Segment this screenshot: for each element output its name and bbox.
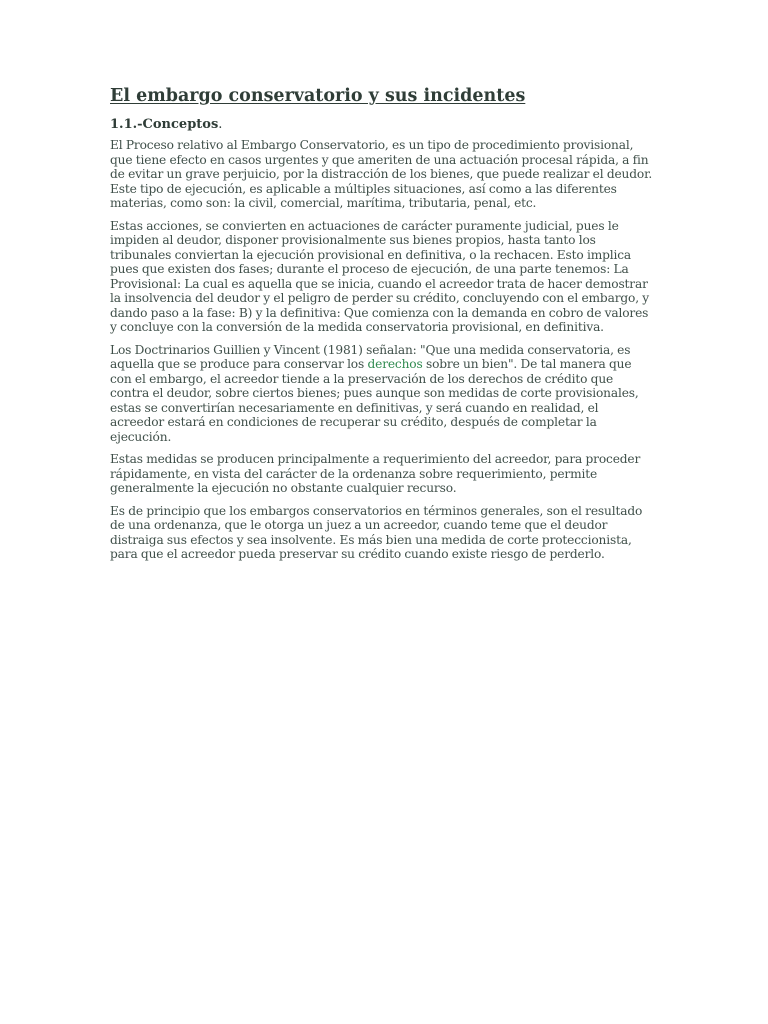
section-heading-label: 1.1.-Conceptos <box>110 117 219 132</box>
derechos-link[interactable]: derechos <box>367 357 423 371</box>
paragraph-3 <box>110 343 655 445</box>
paragraph-3-text-before-link: Los Doctrinarios Guillien y Vincent (1981) señalan: "Que una medida conservatoria, es aquella que se produce para conservar los <box>110 342 631 371</box>
paragraph-4: Estas medidas se producen principalmente a requerimiento del acreedor, para proceder rápidamente, en vista del carácter de la ordenanza sobre requerimiento, permite generalmente la ejecución no obstante cualquier recurso. <box>110 452 641 495</box>
paragraph-5: Es de principio que los embargos conservatorios en términos generales, son el resultado de una ordenanza, que le otorga un juez a un acreedor, cuando teme que el deudor distraiga sus efectos y sea insolvente. Es más bien una medida de corte proteccionista, para que el acreedor pueda preservar su crédito cuando existe riesgo de perderlo. <box>110 503 643 561</box>
paragraph-2: Estas acciones, se convierten en actuaciones de carácter puramente judicial, pues le impiden al deudor, disponer provisionalmente sus bienes propios, hasta tanto los tribunales conviertan la ejecución provisional en definitiva, o la rechacen. Esto implica pues que existen dos fases; durante el proceso de ejecución, de una parte tenemos: La Provisional: La cual es aquella que se inicia, cuando el acreedor trata de hacer demostrar la insolvencia del deudor y el peligro de perder su crédito, concluyendo con el embargo, y dando paso a la fase: B) y la definitiva: Que comienza con la demanda en cobro de valores y concluye con la conversión de la medida conservatoria provisional, en definitiva. <box>110 218 650 334</box>
paragraph-3-text-after-link: sobre un bien". De tal manera que con el embargo, el acreedor tiende a la preservación de los derechos de crédito que contra el deudor, sobre ciertos bienes; pues aunque son medidas de corte provisionales, estas se convertirían necesariamente en definitivas, y será cuando en realidad, el acreedor estará en condiciones de recuperar su crédito, después de completar la ejecución. <box>110 357 639 444</box>
document-page <box>110 84 655 570</box>
section-heading-suffix: . <box>218 117 223 132</box>
paragraph-1: El Proceso relativo al Embargo Conservatorio, es un tipo de procedimiento provisional, que tiene efecto en casos urgentes y que ameriten de una actuación procesal rápida, a fin de evitar un grave perjuicio, por la distracción de los bienes, que puede realizar el deudor. Este tipo de ejecución, es aplicable a múltiples situaciones, así como a las diferentes materias, como son: la civil, comercial, marítima, tributaria, penal, etc. <box>110 138 653 210</box>
document-title: El embargo conservatorio y sus incidentes <box>110 86 526 106</box>
section-heading <box>110 116 655 134</box>
